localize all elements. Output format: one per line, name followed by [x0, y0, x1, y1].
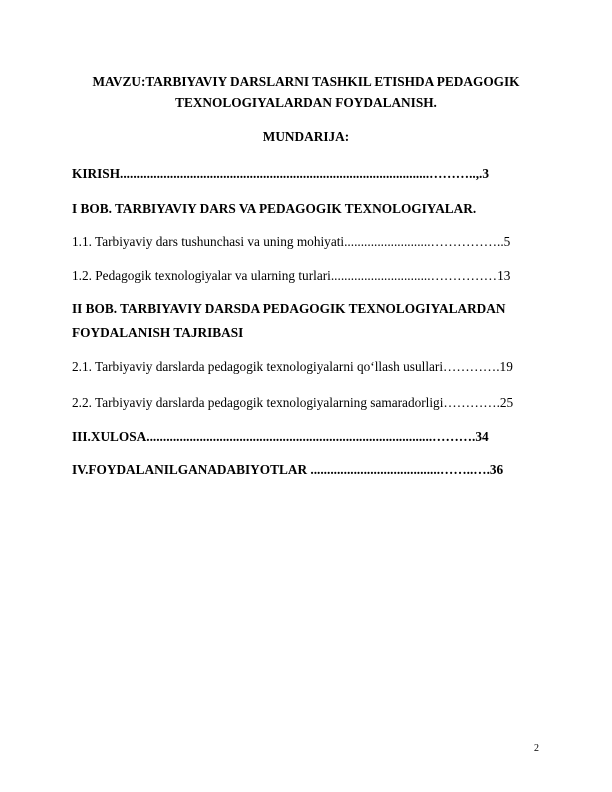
toc-entry-section-1-1: 1.1. Tarbiyaviy dars tushunchasi va uning mohiyati..........................……………..5: [72, 234, 511, 249]
toc-entry-chapter-2-line-1: II BOB. TARBIYAVIY DARSDA PEDAGOGIK TEXNOLOGIYALARDAN: [72, 301, 506, 316]
toc-entry-section-2-1: 2.1. Tarbiyaviy darslarda pedagogik texnologiyalarni qo‘llash usullari………….19: [72, 359, 513, 374]
page-number: 2: [534, 743, 539, 754]
toc-entry-kirish: KIRISH.............................................................................................………..,.3: [72, 166, 490, 181]
toc-entry-section-1-2: 1.2. Pedagogik texnologiyalar va ularning turlari..............................……………13: [72, 268, 511, 283]
toc-entry-xulosa: III.XULOSA......................................................................................……….34: [72, 429, 489, 444]
toc-entry-chapter-1: I BOB. TARBIYAVIY DARS VA PEDAGOGIK TEXNOLOGIYALAR.: [72, 201, 477, 216]
toc-heading: MUNDARIJA:: [262, 129, 350, 144]
toc-entry-chapter-2-line-2: FOYDALANISH TAJRIBASI: [72, 325, 244, 340]
document-title-line-2: TEXNOLOGIYALARDAN FOYDALANISH.: [175, 95, 437, 110]
toc-entry-section-2-2: 2.2. Tarbiyaviy darslarda pedagogik texnologiyalarning samaradorligi………….25: [72, 395, 514, 410]
toc-entry-adabiyotlar: IV.FOYDALANILGANADABIYOTLAR .......................................……..….36: [72, 462, 504, 477]
document-title-line-1: MAVZU:TARBIYAVIY DARSLARNI TASHKIL ETISHDA PEDAGOGIK: [92, 74, 520, 89]
